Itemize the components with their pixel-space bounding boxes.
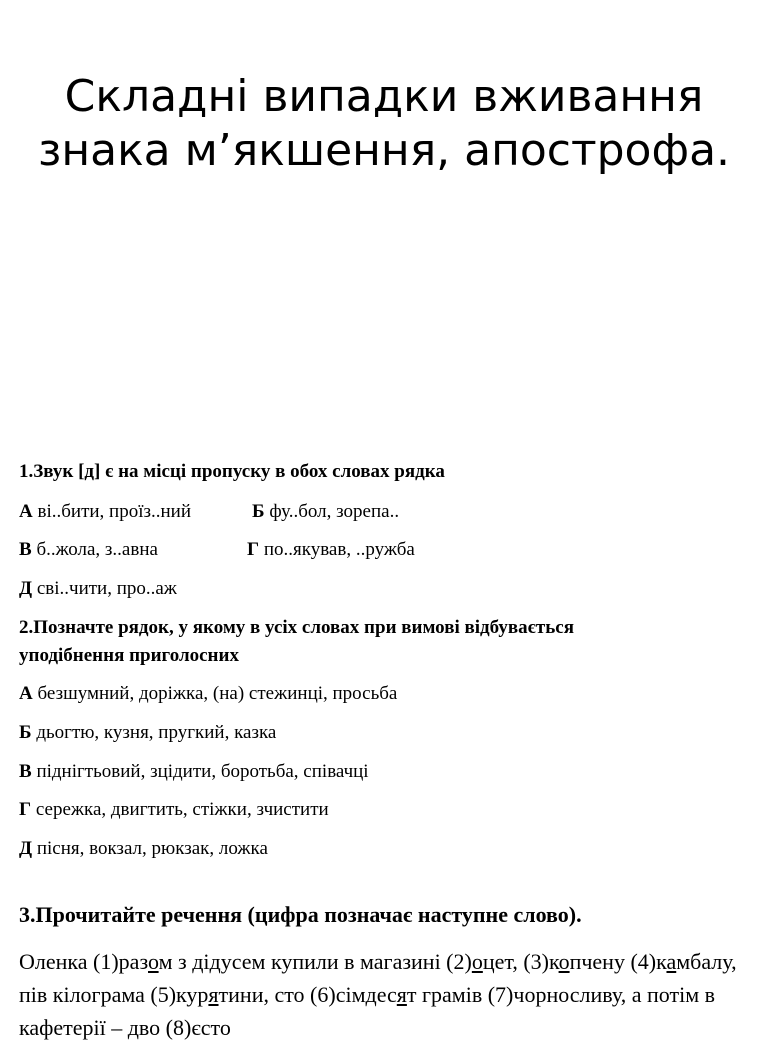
question-1-heading: 1.Звук [д] є на місці пропуску в обох словах рядка xyxy=(19,461,445,482)
option-text: пісня, вокзал, рюкзак, ложка xyxy=(36,838,268,859)
stressed-letter: я xyxy=(208,982,219,1007)
question-2-option-a xyxy=(19,680,739,707)
option-letter: Б xyxy=(252,501,265,522)
question-2-heading-line-1: 2.Позначте рядок, у якому в усіх словах при вимові відбувається xyxy=(19,617,574,638)
option-letter: Д xyxy=(19,578,33,599)
stressed-letter: о xyxy=(148,949,159,974)
passage-text: т грамів (7)чорносливу, а потім в кафетерії – дво (8)єсто xyxy=(19,982,716,1040)
option-text: по..якував, ..ружба xyxy=(263,539,415,560)
question-1-row-1 xyxy=(19,498,739,525)
question-2-option-v xyxy=(19,758,739,785)
option-letter: Г xyxy=(247,539,260,560)
question-2-heading-line-2: уподібнення приголосних xyxy=(19,645,239,666)
option-text: безшумний, доріжка, (на) стежинці, просьба xyxy=(37,683,398,704)
option-letter: А xyxy=(19,683,33,704)
stressed-letter: я xyxy=(396,982,407,1007)
question-1-row-3 xyxy=(19,575,739,602)
option-letter: Г xyxy=(19,799,32,820)
question-1-row-2 xyxy=(19,536,739,563)
passage-text: мбалу, пів кілограма (5)кур xyxy=(19,949,737,1007)
option-text: фу..бол, зорепа.. xyxy=(269,501,400,522)
stressed-letter: о xyxy=(471,949,483,974)
slide-title: Складні випадки вживання знака м’якшення, апострофа. xyxy=(37,71,731,176)
option-text: сережка, двигтить, стіжки, зчистити xyxy=(35,799,329,820)
question-3-passage xyxy=(19,945,739,1044)
option-text: піднігтьовий, зцідити, боротьба, співачці xyxy=(36,761,369,782)
option-letter: В xyxy=(19,761,32,782)
passage-text: тини, сто (6)сімдес xyxy=(218,982,397,1007)
option-letter: В xyxy=(19,539,32,560)
question-1-option-b xyxy=(252,498,399,525)
question-3-heading: 3.Прочитайте речення (цифра позначає наступне слово). xyxy=(19,902,582,927)
option-letter: А xyxy=(19,501,33,522)
passage-text: Оленка (1)раз xyxy=(19,949,149,974)
question-2-option-g xyxy=(19,796,739,823)
option-text: ві..бити, проїз..ний xyxy=(37,501,191,522)
passage-text: пчену (4)к xyxy=(569,949,667,974)
passage-text: м з дідусем купили в магазині (2) xyxy=(158,949,472,974)
option-letter: Б xyxy=(19,722,32,743)
option-text: сві..чити, про..аж xyxy=(36,578,177,599)
option-text: дьогтю, кузня, пругкий, казка xyxy=(36,722,277,743)
question-2-option-d xyxy=(19,835,739,862)
passage-text: цет, (3)к xyxy=(482,949,559,974)
stressed-letter: а xyxy=(666,949,677,974)
question-2-option-b xyxy=(19,719,739,746)
question-1-option-g xyxy=(247,536,415,563)
option-text: б..жола, з..авна xyxy=(36,539,158,560)
stressed-letter: о xyxy=(558,949,570,974)
option-letter: Д xyxy=(19,838,33,859)
